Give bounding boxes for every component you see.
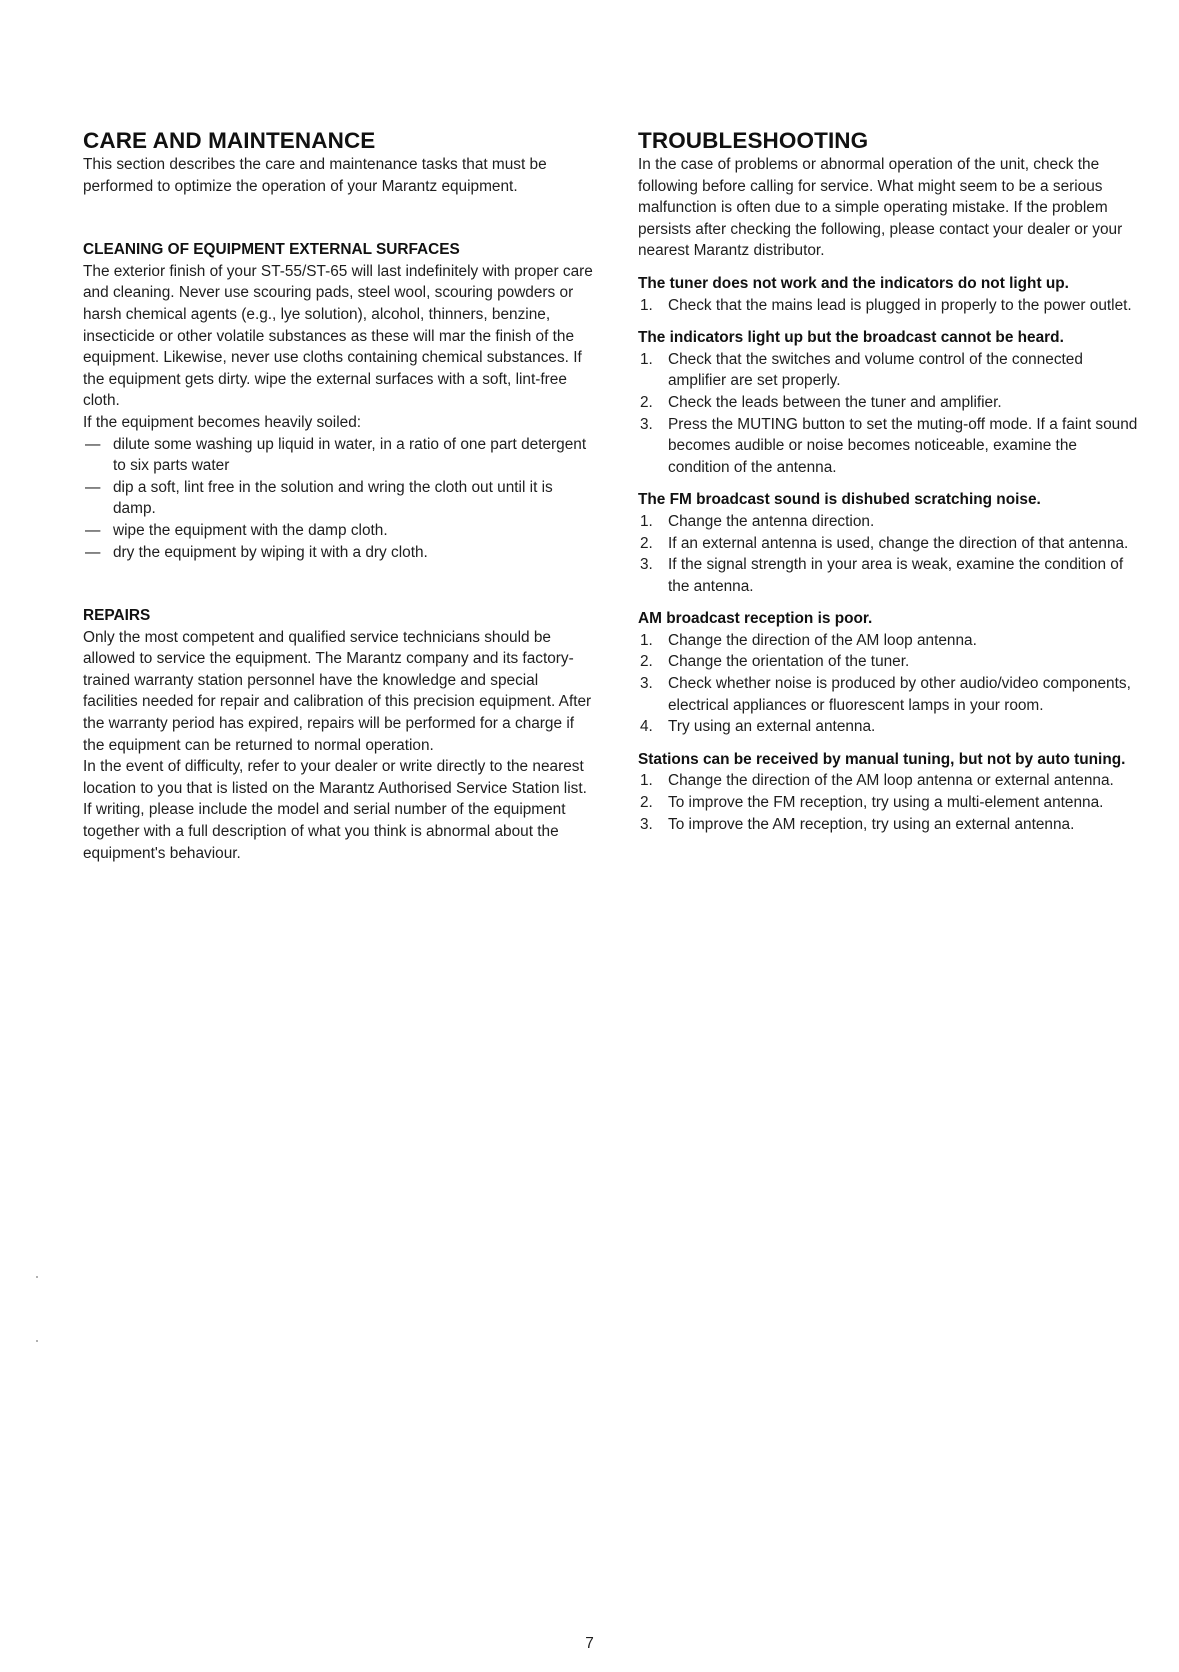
item-text: Change the direction of the AM loop antenna. (668, 631, 977, 649)
item-number: 3. (640, 675, 653, 693)
item-number: 2. (640, 534, 653, 552)
item-number: 2. (640, 393, 653, 411)
item-text: If an external antenna is used, change the direction of that antenna. (668, 534, 1129, 552)
item-text: Press the MUTING button to set the muting-off mode. If a faint sound becomes audible or noise becomes noticeable, examine the condition of the antenna. (668, 415, 1138, 476)
item-number: 1. (640, 631, 653, 649)
cleaning-step-text: dry the equipment by wiping it with a dry cloth. (113, 543, 428, 561)
item-number: 1. (640, 512, 653, 530)
solution-item (638, 533, 1138, 555)
solution-item (638, 651, 1138, 673)
problem-heading: The indicators light up but the broadcast cannot be heard. (638, 329, 1064, 347)
item-text: To improve the AM reception, try using an external antenna. (668, 815, 1075, 833)
problem-heading: Stations can be received by manual tuning, but not by auto tuning. (638, 750, 1126, 768)
item-number: 1. (640, 350, 653, 368)
cleaning-step (83, 477, 595, 520)
cleaning-body: The exterior finish of your ST-55/ST-65 will last indefinitely with proper care and cleaning. Never use scouring pads, steel wool, scouring powders or harsh chemical agents (e.g., lye solution), alcohol, thinners, benzine, insecticide or other volatile substances as these will mar the finish of the equipment. Likewise, never use cloths containing chemical substances. If the equipment gets dirty. wipe the external surfaces with a soft, lint-free cloth. (83, 262, 593, 410)
page-number: 7 (585, 1635, 594, 1652)
dash-marker: — (85, 478, 101, 496)
solution-list (638, 511, 1138, 597)
item-number: 2. (640, 794, 653, 812)
problem-heading: AM broadcast reception is poor. (638, 610, 873, 628)
problem-heading: The tuner does not work and the indicators do not light up. (638, 274, 1069, 292)
solution-list (638, 295, 1138, 317)
item-text: Try using an external antenna. (668, 718, 876, 736)
item-number: 2. (640, 653, 653, 671)
solution-list (638, 630, 1138, 738)
item-number: 3. (640, 815, 653, 833)
solution-list (638, 770, 1138, 835)
solution-item (638, 673, 1138, 716)
dash-marker: — (85, 543, 101, 561)
cleaning-step-text: dilute some washing up liquid in water, in a ratio of one part detergent to six parts water (113, 435, 587, 475)
item-number: 3. (640, 415, 653, 433)
solution-item (638, 814, 1138, 836)
cleaning-step (83, 520, 595, 542)
solution-item (638, 770, 1138, 792)
cleaning-heading: CLEANING OF EQUIPMENT EXTERNAL SURFACES (83, 241, 460, 259)
cleaning-soiled-intro: If the equipment becomes heavily soiled: (83, 413, 362, 431)
solution-item (638, 295, 1138, 317)
item-text: Change the direction of the AM loop antenna or external antenna. (668, 772, 1114, 790)
solution-item (638, 511, 1138, 533)
solution-item (638, 630, 1138, 652)
dash-marker: — (85, 435, 101, 453)
scan-speck (36, 1276, 38, 1278)
item-text: Change the antenna direction. (668, 512, 875, 530)
solution-item (638, 792, 1138, 814)
troubleshooting-title: TROUBLESHOOTING (638, 128, 869, 153)
item-text: Check the leads between the tuner and amplifier. (668, 393, 1002, 411)
problem-heading: The FM broadcast sound is dishubed scratching noise. (638, 491, 1041, 509)
item-text: Check that the mains lead is plugged in properly to the power outlet. (668, 296, 1132, 314)
dash-marker: — (85, 521, 101, 539)
cleaning-steps-list (83, 434, 595, 564)
care-and-maintenance-column (83, 128, 595, 864)
solution-list (638, 349, 1138, 479)
item-text: Check whether noise is produced by other audio/video components, electrical appliances or fluorescent lamps in your room. (668, 675, 1131, 714)
scan-speck (36, 1340, 38, 1342)
item-number: 1. (640, 296, 653, 314)
solution-item (638, 392, 1138, 414)
solution-item (638, 414, 1138, 479)
item-number: 4. (640, 718, 653, 736)
item-text: Check that the switches and volume control of the connected amplifier are set properly. (668, 350, 1083, 390)
cleaning-step-text: dip a soft, lint free in the solution and wring the cloth out until it is damp. (113, 478, 553, 518)
solution-item (638, 554, 1138, 597)
item-text: Change the orientation of the tuner. (668, 653, 910, 671)
cleaning-step (83, 542, 595, 564)
troubleshooting-intro: In the case of problems or abnormal operation of the unit, check the following before calling for service. What might seem to be a serious malfunction is often due to a simple operating mistake. If the problem persists after checking the following, please contact your dealer or your nearest Marantz distributor. (638, 156, 1123, 260)
repairs-body-2: In the event of difficulty, refer to your dealer or write directly to the nearest location to you that is listed on the Marantz Authorised Service Station list. If writing, please include the model and serial number of the equipment together with a full description of what you think is abnormal about the equipment's behaviour. (83, 758, 587, 862)
care-intro: This section describes the care and maintenance tasks that must be performed to optimize the operation of your Marantz equipment. (83, 156, 547, 195)
solution-item (638, 349, 1138, 392)
repairs-heading: REPAIRS (83, 607, 151, 625)
item-text: To improve the FM reception, try using a multi-element antenna. (668, 794, 1104, 812)
item-number: 3. (640, 556, 653, 574)
item-text: If the signal strength in your area is weak, examine the condition of the antenna. (668, 556, 1124, 595)
troubleshooting-column (638, 128, 1138, 835)
cleaning-step (83, 434, 595, 477)
repairs-body-1: Only the most competent and qualified service technicians should be allowed to service the equipment. The Marantz company and its factory-trained warranty station personnel have the knowledge and special facilities needed for repair and calibration of this precision equipment. After the warranty period has expired, repairs will be performed for a charge if the equipment can be returned to normal operation. (83, 628, 592, 754)
cleaning-step-text: wipe the equipment with the damp cloth. (113, 521, 388, 539)
item-number: 1. (640, 772, 653, 790)
solution-item (638, 716, 1138, 738)
care-title: CARE AND MAINTENANCE (83, 128, 376, 153)
